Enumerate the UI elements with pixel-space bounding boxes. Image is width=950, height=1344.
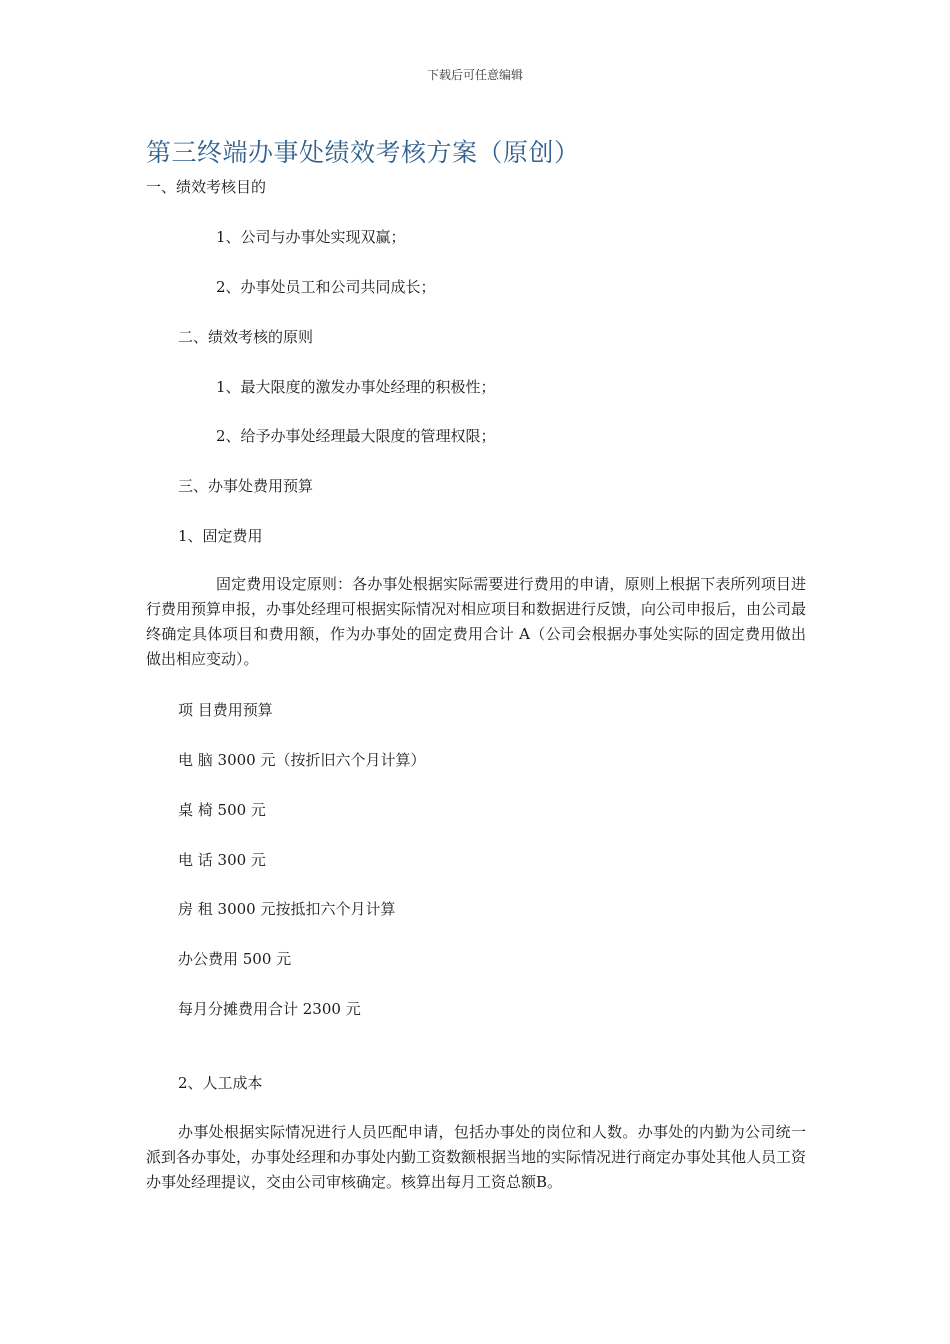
section-2-item-2: 2、给予办事处经理最大限度的管理权限； bbox=[216, 427, 496, 445]
section-3-subheading-labor-costs: 2、人工成本 bbox=[178, 1074, 263, 1092]
budget-item-phone: 电 话 300 元 bbox=[178, 851, 266, 869]
section-3-heading: 三、办事处费用预算 bbox=[178, 477, 314, 495]
fixed-costs-paragraph: 固定费用设定原则：各办事处根据实际需要进行费用的申请，原则上根据下表所列项目进行费用预算申报，办事处经理可根据实际情况对相应项目和数据进行反馈，向公司申报后，由公司最终确定具体项目和费用额，作为办事处的固定费用合计 A（公司会根据办事处实际的固定费用做出做出相应变动）。 bbox=[146, 575, 807, 668]
section-3-subheading-fixed-costs: 1、固定费用 bbox=[178, 527, 263, 545]
budget-item-furniture: 桌 椅 500 元 bbox=[178, 801, 266, 819]
section-1-item-1: 1、公司与办事处实现双赢； bbox=[216, 228, 406, 246]
section-1-heading: 一、绩效考核目的 bbox=[146, 178, 267, 196]
section-2-heading: 二、绩效考核的原则 bbox=[178, 328, 314, 346]
budget-item-total: 每月分摊费用合计 2300 元 bbox=[178, 1000, 361, 1018]
budget-header: 项 目费用预算 bbox=[178, 701, 273, 719]
budget-item-rent: 房 租 3000 元按抵扣六个月计算 bbox=[178, 900, 396, 918]
page-header: 下载后可任意编辑 bbox=[426, 68, 523, 82]
budget-item-office: 办公费用 500 元 bbox=[178, 950, 292, 968]
budget-item-computer: 电 脑 3000 元（按折旧六个月计算） bbox=[178, 751, 426, 769]
section-2-item-1: 1、最大限度的激发办事处经理的积极性； bbox=[216, 378, 496, 396]
section-1-item-2: 2、办事处员工和公司共同成长； bbox=[216, 278, 436, 296]
labor-costs-paragraph: 办事处根据实际情况进行人员匹配申请，包括办事处的岗位和人数。办事处的内勤为公司统一派到各办事处，办事处经理和办事处内勤工资数额根据当地的实际情况进行商定办事处其他人员工资办事处经理提议，交由公司审核确定。核算出每月工资总额B。 bbox=[146, 1123, 807, 1191]
document-title: 第三终端办事处绩效考核方案（原创） bbox=[146, 138, 580, 167]
